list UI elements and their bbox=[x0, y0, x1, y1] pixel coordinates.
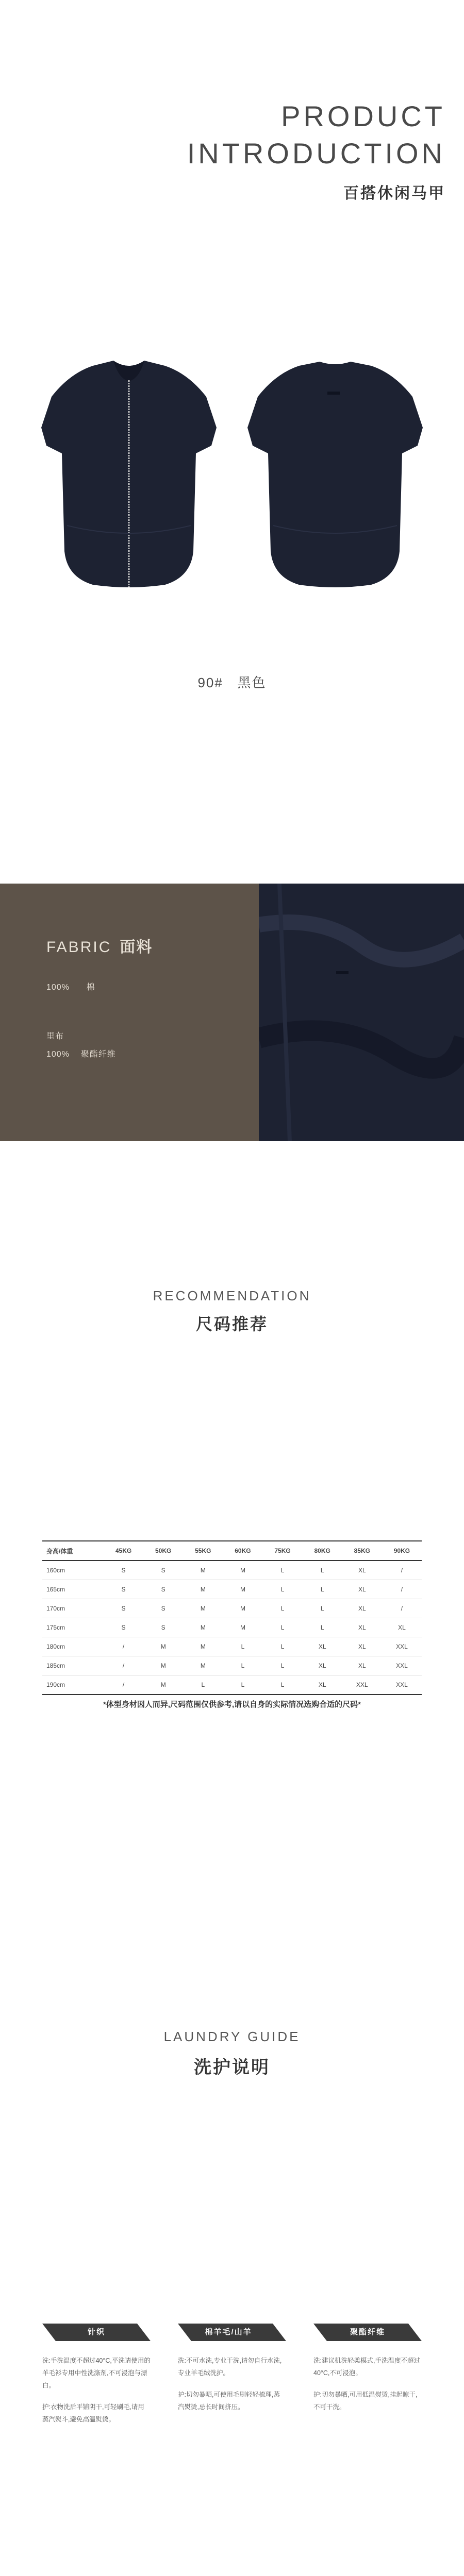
size-col-header: 45KG bbox=[104, 1541, 143, 1561]
size-table-header bbox=[42, 1541, 422, 1561]
fabric-title-en: FABRIC bbox=[46, 939, 112, 956]
size-col-header: 身高/体重 bbox=[42, 1541, 104, 1561]
intro-title-en-line2: INTRODUCTION bbox=[187, 137, 445, 170]
care-wash-text: 洗:不可水洗,专业干洗,请勿自行水洗,专业羊毛绒洗护。 bbox=[178, 2357, 282, 2377]
size-table-row bbox=[42, 1599, 422, 1618]
size-cell: L bbox=[223, 1637, 262, 1656]
size-cell: XL bbox=[342, 1637, 382, 1656]
size-cell: L bbox=[263, 1675, 303, 1695]
size-col-header: 80KG bbox=[303, 1541, 342, 1561]
intro-title-cn: 百搭休闲马甲 bbox=[343, 185, 445, 202]
size-cell: L bbox=[263, 1599, 303, 1618]
product-photo-front bbox=[36, 355, 222, 598]
size-cell: S bbox=[104, 1599, 143, 1618]
size-cell: L bbox=[303, 1618, 342, 1637]
size-col-header: 55KG bbox=[183, 1541, 223, 1561]
size-cell: S bbox=[104, 1580, 143, 1599]
fabric-section bbox=[0, 884, 464, 1141]
size-cell: M bbox=[223, 1580, 262, 1599]
fabric-title bbox=[46, 934, 153, 957]
size-cell: L bbox=[263, 1637, 303, 1656]
care-protect-text: 护:切勿暴晒,可用低温熨烫,挂起晾干,不可干洗。 bbox=[313, 2391, 418, 2411]
product-color bbox=[0, 672, 464, 691]
size-cell: L bbox=[263, 1561, 303, 1580]
size-cell: / bbox=[382, 1561, 422, 1580]
care-header-notch bbox=[313, 2324, 327, 2341]
fabric-lining-mat: 聚酯纤维 bbox=[80, 1050, 116, 1059]
size-col-header: 60KG bbox=[223, 1541, 262, 1561]
size-cell: XXL bbox=[382, 1656, 422, 1675]
size-cell: XL bbox=[342, 1599, 382, 1618]
size-cell: L bbox=[183, 1675, 223, 1695]
fabric-lining-pct: 100% bbox=[46, 1050, 70, 1059]
care-header-notch bbox=[408, 2324, 422, 2341]
size-table-row bbox=[42, 1656, 422, 1675]
size-cell: XL bbox=[342, 1656, 382, 1675]
laundry-title-cn: 洗护说明 bbox=[194, 2058, 270, 2077]
color-name: 黑色 bbox=[237, 675, 267, 690]
size-col-header: 90KG bbox=[382, 1541, 422, 1561]
fabric-main-pct: 100% bbox=[46, 983, 70, 992]
care-wash-text: 洗:手洗温度不超过40°C,平洗请使用的羊毛衫专用中性洗涤剂,不可浸泡与漂白。 bbox=[42, 2357, 151, 2389]
care-card bbox=[178, 2324, 286, 2413]
size-cell: M bbox=[183, 1580, 223, 1599]
care-card bbox=[313, 2324, 422, 2413]
size-cell: M bbox=[183, 1599, 223, 1618]
intro-title-en-line1: PRODUCT bbox=[281, 100, 445, 132]
fabric-main bbox=[46, 980, 95, 992]
size-cell: M bbox=[183, 1656, 223, 1675]
care-header-notch bbox=[137, 2324, 151, 2341]
size-cell: / bbox=[382, 1599, 422, 1618]
size-table-row bbox=[42, 1580, 422, 1599]
size-cell: XXL bbox=[382, 1675, 422, 1695]
fabric-lining bbox=[46, 1047, 116, 1059]
care-header-notch bbox=[42, 2324, 56, 2341]
size-cell: XL bbox=[342, 1618, 382, 1637]
size-cell: / bbox=[104, 1675, 143, 1695]
size-cell: XXL bbox=[342, 1675, 382, 1695]
fabric-main-mat: 棉 bbox=[86, 983, 95, 992]
size-cell: XL bbox=[382, 1618, 422, 1637]
laundry-title-en: LAUNDRY GUIDE bbox=[163, 2029, 301, 2044]
care-protect-text: 护:衣物洗后平铺阴干,可轻刷毛,请用蒸汽熨斗,避免高温熨烫。 bbox=[42, 2403, 144, 2423]
size-row-height: 180cm bbox=[42, 1637, 104, 1656]
size-table-row bbox=[42, 1637, 422, 1656]
size-cell: / bbox=[104, 1656, 143, 1675]
size-table-row bbox=[42, 1561, 422, 1580]
size-row-height: 165cm bbox=[42, 1580, 104, 1599]
size-row-height: 190cm bbox=[42, 1675, 104, 1695]
size-cell: XL bbox=[342, 1561, 382, 1580]
size-cell: M bbox=[143, 1656, 183, 1675]
size-col-header: 85KG bbox=[342, 1541, 382, 1561]
size-cell: / bbox=[382, 1580, 422, 1599]
size-cell: XXL bbox=[382, 1637, 422, 1656]
size-cell: M bbox=[183, 1637, 223, 1656]
size-note: *体型身材因人而异,尺码范围仅供参考,请以自身的实际情况选购合适的尺码* bbox=[103, 1700, 361, 1709]
size-col-header: 75KG bbox=[263, 1541, 303, 1561]
size-cell: L bbox=[303, 1580, 342, 1599]
care-header-notch bbox=[273, 2324, 286, 2341]
size-cell: M bbox=[183, 1561, 223, 1580]
care-card-title: 针织 bbox=[87, 2328, 106, 2336]
size-row-height: 185cm bbox=[42, 1656, 104, 1675]
fabric-closeup-photo bbox=[259, 884, 464, 1141]
recommendation-title-cn: 尺码推荐 bbox=[195, 1315, 268, 1333]
size-table bbox=[42, 1540, 422, 1695]
fabric-title-cn: 面料 bbox=[120, 939, 153, 956]
size-cell: L bbox=[263, 1580, 303, 1599]
intro-title-en bbox=[187, 98, 445, 172]
size-cell: XL bbox=[303, 1675, 342, 1695]
size-col-header: 50KG bbox=[143, 1541, 183, 1561]
care-card-title: 棉羊毛/山羊绒 bbox=[205, 2328, 252, 2354]
care-header-notch bbox=[178, 2324, 191, 2341]
size-cell: S bbox=[143, 1580, 183, 1599]
size-cell: L bbox=[263, 1618, 303, 1637]
size-table-row bbox=[42, 1675, 422, 1695]
fabric-info-panel bbox=[0, 884, 259, 1141]
size-cell: XL bbox=[303, 1656, 342, 1675]
size-cell: L bbox=[223, 1675, 262, 1695]
care-protect-text: 护:切勿暴晒,可使用毛刷轻轻梳理,蒸汽熨烫,忌长时间挤压。 bbox=[178, 2391, 280, 2411]
size-cell: L bbox=[303, 1561, 342, 1580]
size-table-row bbox=[42, 1618, 422, 1637]
size-cell: M bbox=[143, 1675, 183, 1695]
size-row-height: 160cm bbox=[42, 1561, 104, 1580]
size-cell: L bbox=[223, 1656, 262, 1675]
size-cell: S bbox=[143, 1599, 183, 1618]
recommendation-title-en: RECOMMENDATION bbox=[153, 1288, 311, 1303]
product-photo-back bbox=[242, 355, 428, 598]
size-cell: XL bbox=[342, 1580, 382, 1599]
size-cell: / bbox=[104, 1637, 143, 1656]
care-card bbox=[42, 2324, 151, 2426]
care-card-header bbox=[178, 2324, 286, 2354]
size-cell: XL bbox=[303, 1637, 342, 1656]
size-cell: M bbox=[223, 1599, 262, 1618]
size-cell: L bbox=[303, 1599, 342, 1618]
size-cell: M bbox=[143, 1637, 183, 1656]
care-card-title: 聚酯纤维 bbox=[350, 2328, 386, 2336]
color-code: 90# bbox=[197, 675, 223, 690]
care-card-header bbox=[313, 2324, 422, 2341]
size-cell: S bbox=[104, 1561, 143, 1580]
size-cell: M bbox=[183, 1618, 223, 1637]
size-row-height: 175cm bbox=[42, 1618, 104, 1637]
size-cell: L bbox=[263, 1656, 303, 1675]
size-cell: M bbox=[223, 1618, 262, 1637]
size-cell: S bbox=[104, 1618, 143, 1637]
fabric-lining-label: 里布 bbox=[46, 1032, 64, 1041]
size-cell: S bbox=[143, 1618, 183, 1637]
care-card-header bbox=[42, 2324, 151, 2341]
care-wash-text: 洗:建议机洗轻柔模式,手洗温度不超过40°C,不可浸泡。 bbox=[313, 2357, 420, 2377]
size-cell: M bbox=[223, 1561, 262, 1580]
size-cell: S bbox=[143, 1561, 183, 1580]
size-row-height: 170cm bbox=[42, 1599, 104, 1618]
